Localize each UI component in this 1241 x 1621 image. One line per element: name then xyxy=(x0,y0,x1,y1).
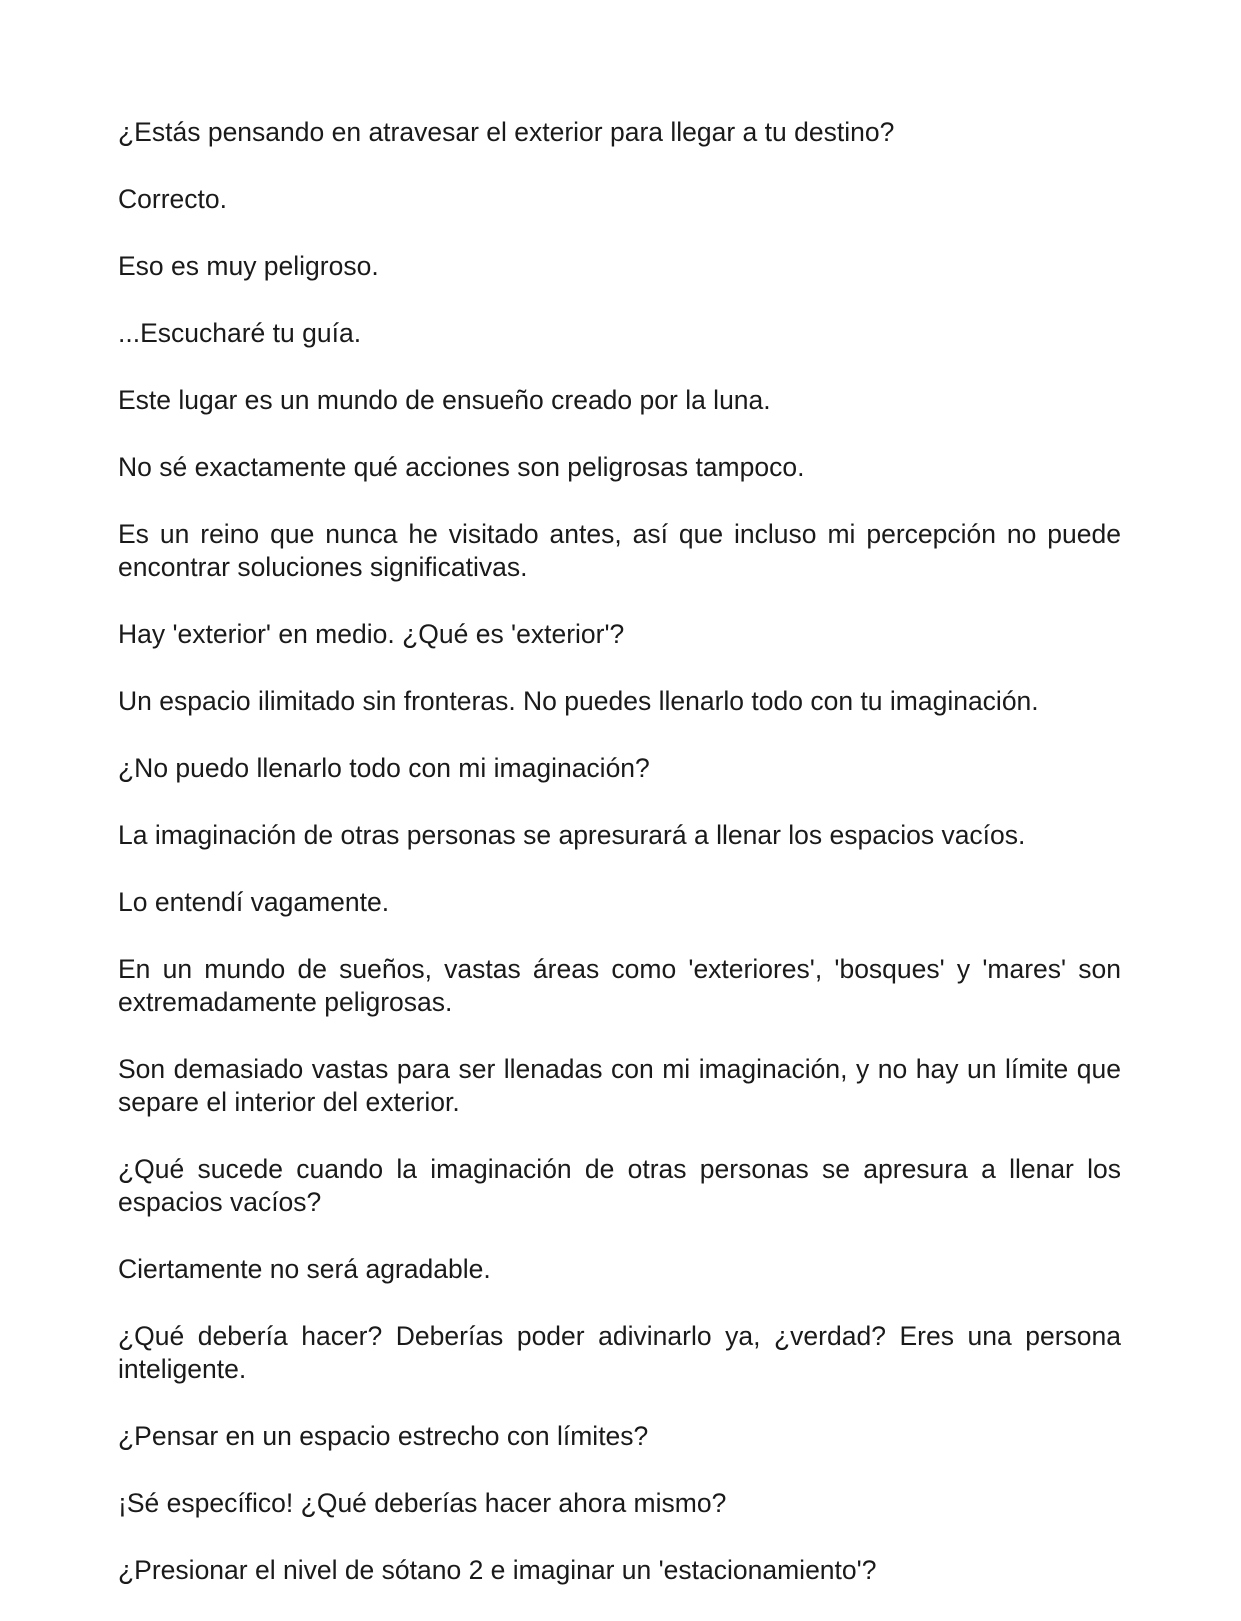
paragraph: ¿Qué sucede cuando la imaginación de otras personas se apresura a llenar los espacios vacíos? xyxy=(118,1154,1121,1217)
paragraph: Hay 'exterior' en medio. ¿Qué es 'exterior'? xyxy=(118,619,625,649)
document-body xyxy=(118,116,1121,1621)
paragraph: Correcto. xyxy=(118,184,227,214)
paragraph: ¿Estás pensando en atravesar el exterior para llegar a tu destino? xyxy=(118,117,895,147)
paragraph: Lo entendí vagamente. xyxy=(118,887,390,917)
paragraph: ¡Sé específico! ¿Qué deberías hacer ahora mismo? xyxy=(118,1488,727,1518)
paragraph: ¿Qué debería hacer? Deberías poder adivinarlo ya, ¿verdad? Eres una persona inteligente. xyxy=(118,1321,1121,1384)
paragraph: ¿Pensar en un espacio estrecho con límites? xyxy=(118,1421,649,1451)
paragraph: ¿No puedo llenarlo todo con mi imaginación? xyxy=(118,753,650,783)
paragraph: En un mundo de sueños, vastas áreas como 'exteriores', 'bosques' y 'mares' son extremadamente peligrosas. xyxy=(118,954,1121,1017)
paragraph: Eso es muy peligroso. xyxy=(118,251,379,281)
paragraph: Es un reino que nunca he visitado antes, así que incluso mi percepción no puede encontrar soluciones significativas. xyxy=(118,519,1121,582)
paragraph: ¿Presionar el nivel de sótano 2 e imaginar un 'estacionamiento'? xyxy=(118,1555,877,1585)
paragraph: La imaginación de otras personas se apresurará a llenar los espacios vacíos. xyxy=(118,820,1026,850)
paragraph: Ciertamente no será agradable. xyxy=(118,1254,491,1284)
paragraph: No sé exactamente qué acciones son peligrosas tampoco. xyxy=(118,452,805,482)
paragraph: Un espacio ilimitado sin fronteras. No puedes llenarlo todo con tu imaginación. xyxy=(118,686,1039,716)
paragraph: Son demasiado vastas para ser llenadas con mi imaginación, y no hay un límite que separe el interior del exterior. xyxy=(118,1054,1121,1117)
paragraph: ...Escucharé tu guía. xyxy=(118,318,362,348)
paragraph: Este lugar es un mundo de ensueño creado por la luna. xyxy=(118,385,771,415)
